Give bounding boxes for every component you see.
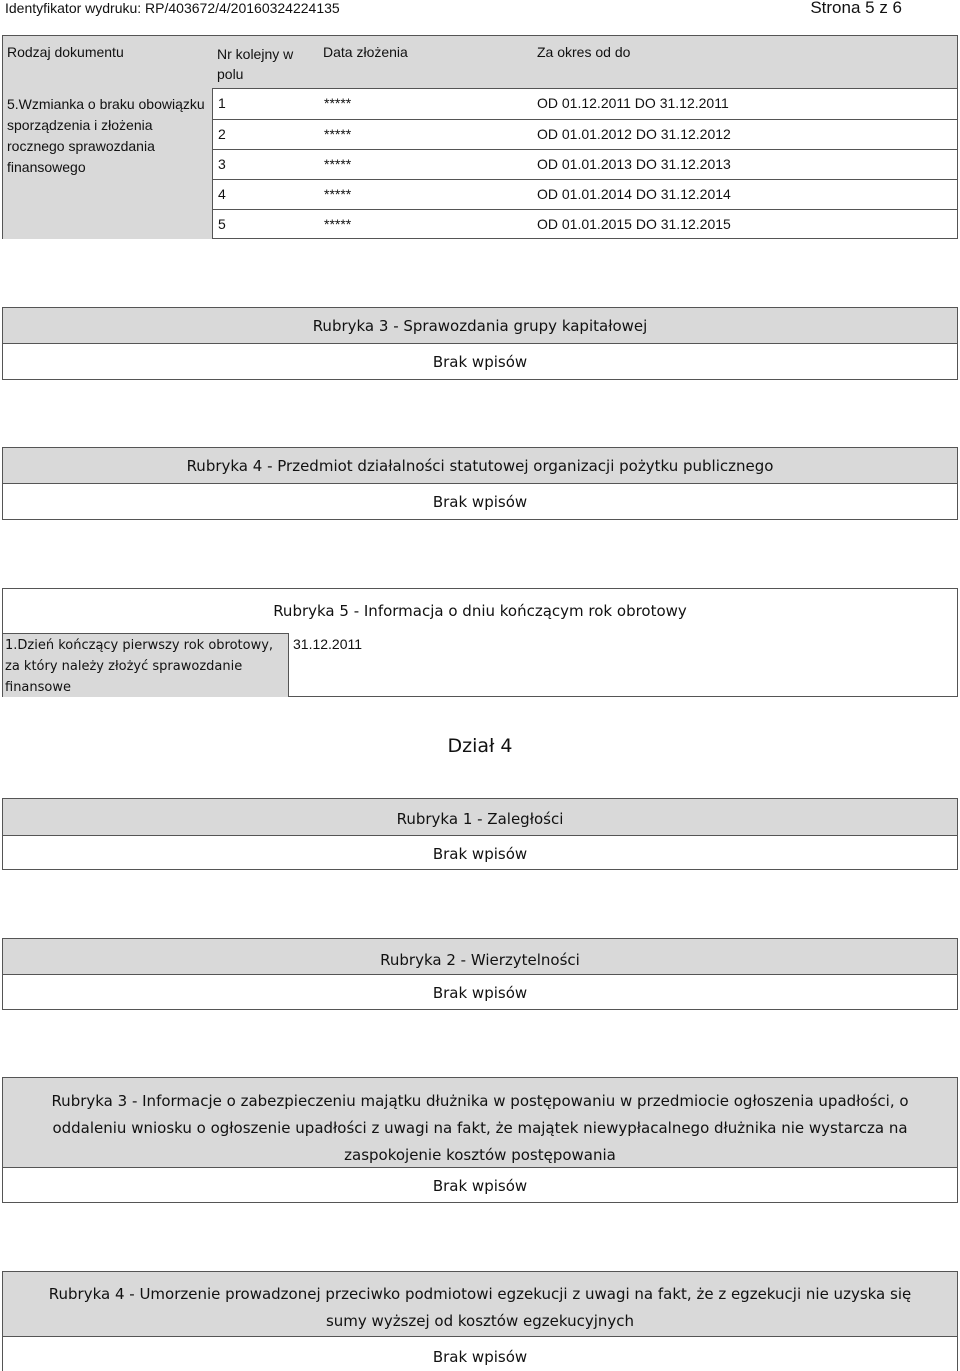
row-period: OD 01.12.2011 DO 31.12.2011 — [537, 95, 729, 111]
row-date: ***** — [324, 186, 352, 202]
doc-type-text — [7, 94, 205, 178]
section-title-line: zaspokojenie kosztów postępowania — [344, 1146, 616, 1164]
section-rubryka-5 — [2, 588, 958, 697]
section-rubryka-4 — [2, 447, 958, 520]
r5-label-cell — [3, 633, 289, 697]
filing-table-header — [3, 36, 957, 89]
section-title — [3, 1078, 957, 1168]
print-identifier: Identyfikator wydruku: RP/403672/4/20160324224135 — [5, 0, 340, 16]
doc-type-line: finansowego — [7, 159, 86, 175]
row-period: OD 01.01.2015 DO 31.12.2015 — [537, 216, 731, 232]
row-nr: 4 — [218, 186, 226, 202]
dzial-heading: Dział 4 — [447, 735, 513, 757]
table-row — [213, 209, 957, 239]
empty-entries: Brak wpisów — [432, 984, 528, 1002]
empty-entries: Brak wpisów — [432, 1348, 528, 1366]
row-date: ***** — [324, 126, 352, 142]
table-row — [213, 149, 957, 180]
empty-entries: Brak wpisów — [432, 845, 528, 863]
row-date: ***** — [324, 156, 352, 172]
section-title-line: sumy wyższej od kosztów egzekucyjnych — [325, 1312, 635, 1330]
table-row — [213, 119, 957, 150]
r5-label-line: finansowe — [5, 680, 71, 695]
empty-entries: Brak wpisów — [432, 353, 528, 371]
col-doc-type-header: Rodzaj dokumentu — [7, 44, 124, 60]
col-date-header: Data złożenia — [323, 44, 408, 60]
section-d4-rubryka-2 — [2, 938, 958, 1010]
filing-table — [2, 35, 958, 239]
section-title: Rubryka 4 - Przedmiot działalności statutowej organizacji pożytku publicznego — [3, 448, 957, 484]
section-title: Rubryka 1 - Zaległości — [3, 799, 957, 836]
section-title: Rubryka 2 - Wierzytelności — [3, 939, 957, 975]
doc-type-cell — [3, 88, 213, 239]
col-nr-header — [217, 44, 293, 84]
row-nr: 3 — [218, 156, 226, 172]
row-date: ***** — [324, 216, 352, 232]
section-d4-rubryka-3 — [2, 1077, 958, 1203]
r5-label-line: 1.Dzień kończący pierwszy rok obrotowy, — [5, 638, 274, 653]
doc-type-line: rocznego sprawozdania — [7, 138, 155, 154]
section-title-line: Rubryka 3 - Informacje o zabezpieczeniu majątku dłużnika w postępowaniu w przedmiocie ogłoszenia upadłości, o — [51, 1092, 909, 1110]
doc-type-line: 5.Wzmianka o braku obowiązku — [7, 96, 205, 112]
section-title: Rubryka 3 - Sprawozdania grupy kapitałowej — [3, 308, 957, 344]
doc-type-line: sporządzenia i złożenia — [7, 117, 153, 133]
table-row — [213, 88, 957, 120]
section-d4-rubryka-4 — [2, 1271, 958, 1371]
table-row — [213, 179, 957, 210]
empty-entries: Brak wpisów — [432, 1177, 528, 1195]
section-title-line: Rubryka 4 - Umorzenie prowadzonej przeciwko podmiotowi egzekucji z uwagi na fakt, że z egzekucji nie uzyska się — [48, 1285, 912, 1303]
row-period: OD 01.01.2014 DO 31.12.2014 — [537, 186, 731, 202]
row-nr: 2 — [218, 126, 226, 142]
col-period-header: Za okres od do — [537, 44, 631, 60]
row-nr: 5 — [218, 216, 226, 232]
row-nr: 1 — [218, 95, 226, 111]
row-date: ***** — [324, 95, 352, 111]
empty-entries: Brak wpisów — [432, 493, 528, 511]
col-nr-header-line1: Nr kolejny w — [217, 46, 294, 62]
row-period: OD 01.01.2013 DO 31.12.2013 — [537, 156, 731, 172]
section-title — [3, 1272, 957, 1337]
col-nr-header-line2: polu — [217, 66, 244, 82]
section-rubryka-3 — [2, 307, 958, 380]
page-number: Strona 5 z 6 — [810, 0, 902, 17]
r5-label-line: za który należy złożyć sprawozdanie — [5, 659, 243, 674]
section-d4-rubryka-1 — [2, 798, 958, 870]
r5-value: 31.12.2011 — [293, 636, 363, 652]
section-title: Rubryka 5 - Informacja o dniu kończącym rok obrotowy — [273, 602, 687, 620]
section-title-line: oddaleniu wniosku o ogłoszenie upadłości z uwagi na fakt, że majątek niewypłacalnego dłużnika nie wystarcza na — [52, 1119, 908, 1137]
row-period: OD 01.01.2012 DO 31.12.2012 — [537, 126, 731, 142]
